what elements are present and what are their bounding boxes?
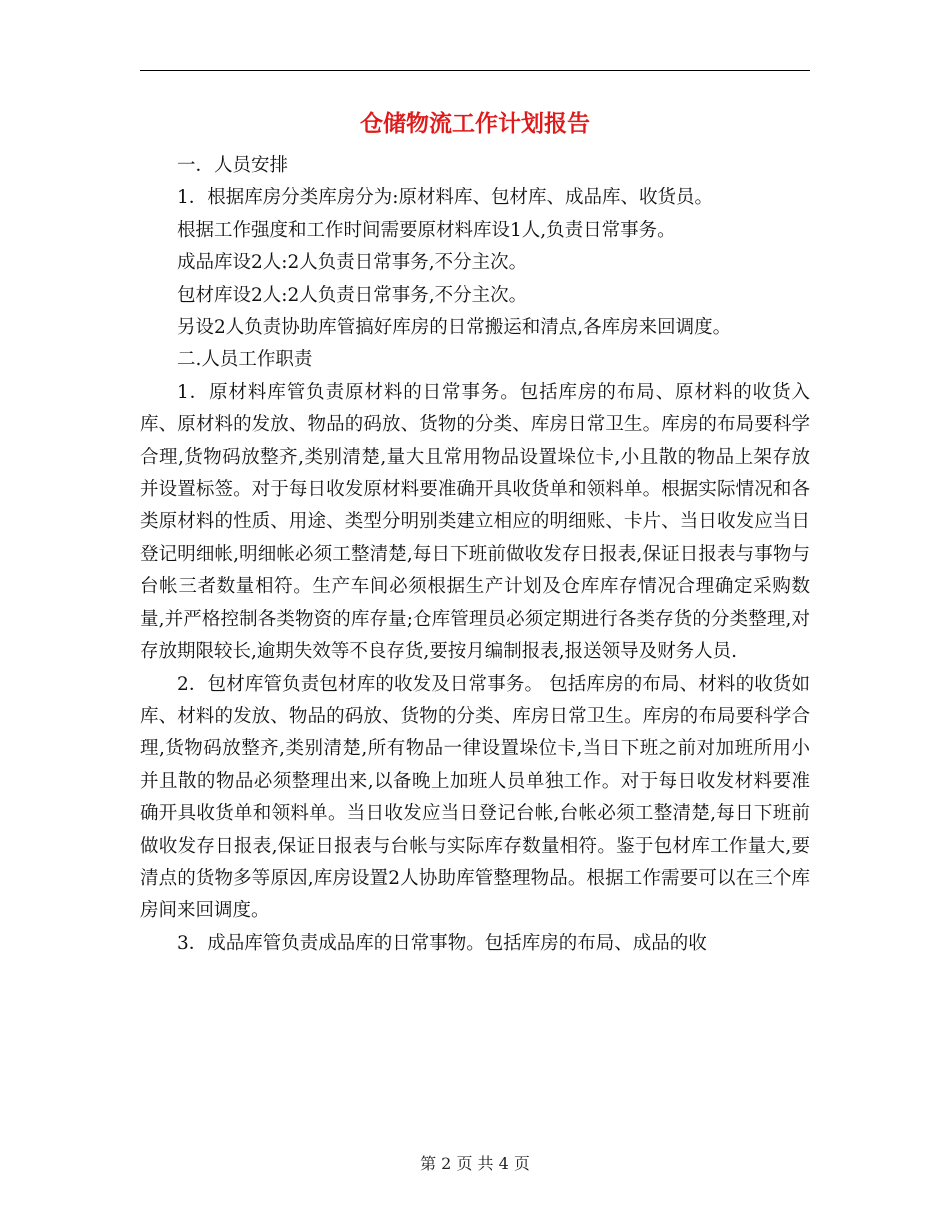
paragraph: 包材库设2人:2人负责日常事务,不分主次。 xyxy=(177,284,528,306)
paragraph: 3．成品库管负责成品库的日常事物。包括库房的布局、成品的收 xyxy=(177,932,707,954)
page-number: 第 2 页 共 4 页 xyxy=(420,1154,530,1173)
paragraph: 另设2人负责协助库管搞好库房的日常搬运和清点,各库房来回调度。 xyxy=(177,317,732,339)
section-heading-duties: 二.人员工作职责 xyxy=(177,349,313,371)
paragraph: 成品库设2人:2人负责日常事务,不分主次。 xyxy=(177,252,528,274)
document-title: 仓储物流工作计划报告 xyxy=(360,110,590,137)
document-body xyxy=(140,150,810,960)
header-rule xyxy=(140,70,810,71)
paragraph: 根据工作强度和工作时间需要原材料库设1人,负责日常事务。 xyxy=(177,219,676,241)
paragraph: 1．根据库房分类库房分为:原材料库、包材库、成品库、收货员。 xyxy=(177,187,714,209)
section-heading-staffing: 一．人员安排 xyxy=(177,155,289,176)
paragraph: 1．原材料库管负责原材料的日常事务。包括库房的布局、原材料的收货入库、原材料的发放、物品的码放、货物的分类、库房日常卫生。库房的布局要科学合理,货物码放整齐,类别清楚,量大且常用物品设置垛位卡,小且散的物品上架存放并设置标签。对于每日收发原材料要准确开具收货单和领料单。根据实际情况和各类原材料的性质、用途、类型分明别类建立相应的明细账、卡片、当日收发应当日登记明细帐,明细帐必须工整清楚,每日下班前做收发存日报表,保证日报表与事物与台帐三者数量相符。生产车间必须根据生产计划及仓库库存情况合理确定采购数量,并严格控制各类物资的库存量;仓库管理员必须定期进行各类存货的分类整理,对存放期限较长,逾期失效等不良存货,要按月编制报表,报送领导及财务人员. xyxy=(140,381,810,663)
paragraph: 2．包材库管负责包材库的收发及日常事务。 包括库房的布局、材料的收货如库、材料的发放、物品的码放、货物的分类、库房日常卫生。库房的布局要科学合理,货物码放整齐,类别清楚,所有物品一律设置垛位卡,当日下班之前对加班所用小并且散的物品必须整理出来,以备晚上加班人员单独工作。对于每日收发材料要准确开具收货单和领料单。当日收发应当日登记台帐,台帐必须工整清楚,每日下班前做收发存日报表,保证日报表与台帐与实际库存数量相符。鉴于包材库工作量大,要清点的货物多等原因,库房设置2人协助库管整理物品。根据工作需要可以在三个库房间来回调度。 xyxy=(140,673,810,922)
